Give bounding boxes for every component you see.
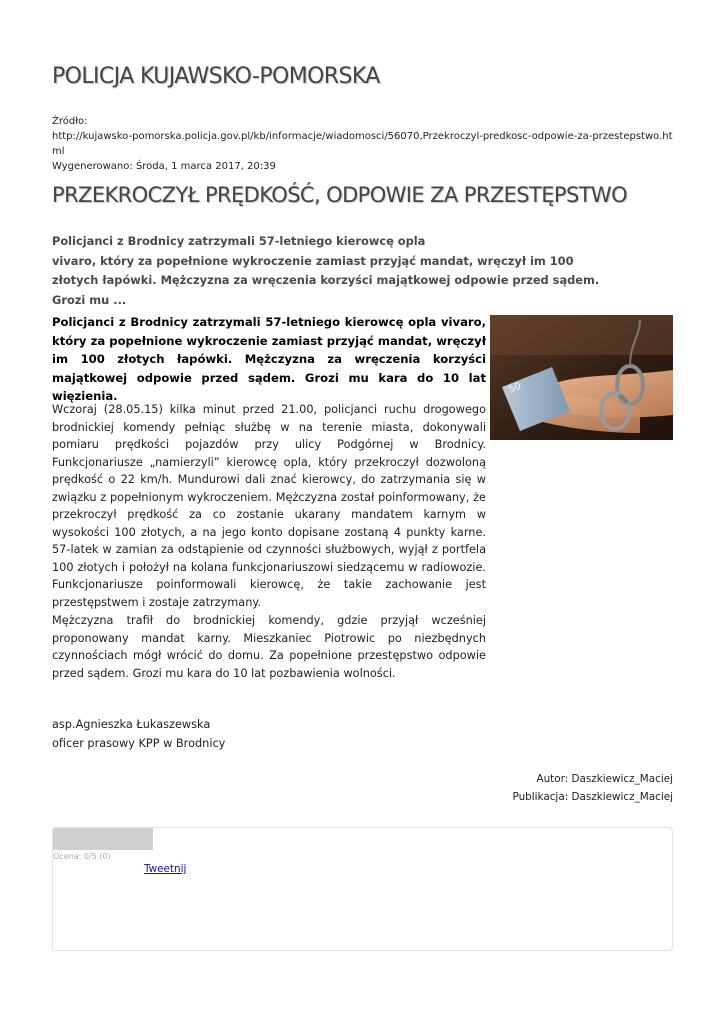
rating-panel bbox=[52, 827, 673, 951]
banknote-value: 50 bbox=[507, 380, 523, 396]
signature-role: oficer prasowy KPP w Brodnicy bbox=[52, 736, 226, 750]
site-title: POLICJA KUJAWSKO-POMORSKA bbox=[52, 64, 380, 89]
author: Autor: Daszkiewicz_Maciej bbox=[536, 773, 673, 785]
credits bbox=[512, 770, 673, 806]
summary-line: Policjanci z Brodnicy zatrzymali 57-letniego kierowcę opla bbox=[52, 234, 426, 248]
source-label: Źródło: bbox=[52, 116, 88, 127]
publication: Publikacja: Daszkiewicz_Maciej bbox=[512, 791, 673, 803]
summary-line: Grozi mu ... bbox=[52, 292, 127, 307]
rating-bar[interactable] bbox=[53, 828, 153, 850]
article-paragraph: Mężczyzna trafił do brodnickiej komendy, gdzie przyjął wcześniej proponowany mandat karny. Mieszkaniec Piotrowic po niezbędnych czynnościach mógł wrócić do domu. Za popełnione przestępstwo odpowie przed sądem. Grozi mu kara do 10 lat pozbawienia wolności. bbox=[52, 614, 486, 680]
signature bbox=[52, 716, 225, 753]
document-meta bbox=[52, 114, 674, 174]
summary-line: złotych łapówki. Mężczyzna za wręczenia korzyści majątkowej odpowie przed sądem. bbox=[52, 273, 600, 287]
summary-line: vivaro, który za popełnione wykroczenie zamiast przyjąć mandat, wręczył im 100 bbox=[52, 253, 574, 268]
article-lead: Policjanci z Brodnicy zatrzymali 57-letniego kierowcę opla vivaro, który za popełnione wykroczenie zamiast przyjąć mandat, wręczył im 100 złotych łapówki. Mężczyzna za wręczenia korzyści majątkowej odpowie przed sądem. Grozi mu kara do 10 lat więzienia. bbox=[52, 315, 486, 403]
rating-label: Ocena: 0/5 (0) bbox=[53, 852, 111, 861]
article-photo bbox=[490, 315, 673, 440]
source-url: http://kujawsko-pomorska.policja.gov.pl/kb/informacje/wiadomosci/56070,Przekroczyl-predkosc-odpowie-za-przestepstwo.html bbox=[52, 131, 673, 157]
signature-name: asp.Agnieszka Łukaszewska bbox=[52, 718, 211, 731]
generated-timestamp: Wygenerowano: Środa, 1 marca 2017, 20:39 bbox=[52, 161, 276, 172]
article-paragraph: Wczoraj (28.05.15) kilka minut przed 21.00, policjanci ruchu drogowego brodnickiej komendy pełniąc służbę w na terenie miasta, dokonywali pomiaru prędkości pojazdów przy ulicy Podgórnej w Brodnicy. Funkcjonariusze „namierzyli” kierowcę opla, który przekroczył dozwoloną prędkość o 22 km/h. Mundurowi dali znać kierowcy, do zatrzymania się w związku z popełnionym wykroczeniem. Mężczyzna został poinformowany, że przekroczył prędkość za co zostanie ukarany mandatem karnym w wysokości 100 złotych, a na jego konto dopisane zostaną 4 punkty karne. 57-latek w zamian za odstąpienie od czynności służbowych, wyjął z portfela 100 złotych i położył na kolana funkcjonariuszowi siedzącemu w radiowozie. Funkcjonariusze poinformowali kierowcę, że takie zachowanie jest przestępstwem i zostaje zatrzymany. bbox=[52, 403, 486, 609]
tweet-link[interactable]: Tweetnij bbox=[144, 863, 187, 875]
article-title: PRZEKROCZYŁ PRĘDKOŚĆ, ODPOWIE ZA PRZESTĘPSTWO bbox=[52, 183, 628, 207]
article-summary bbox=[52, 232, 600, 310]
